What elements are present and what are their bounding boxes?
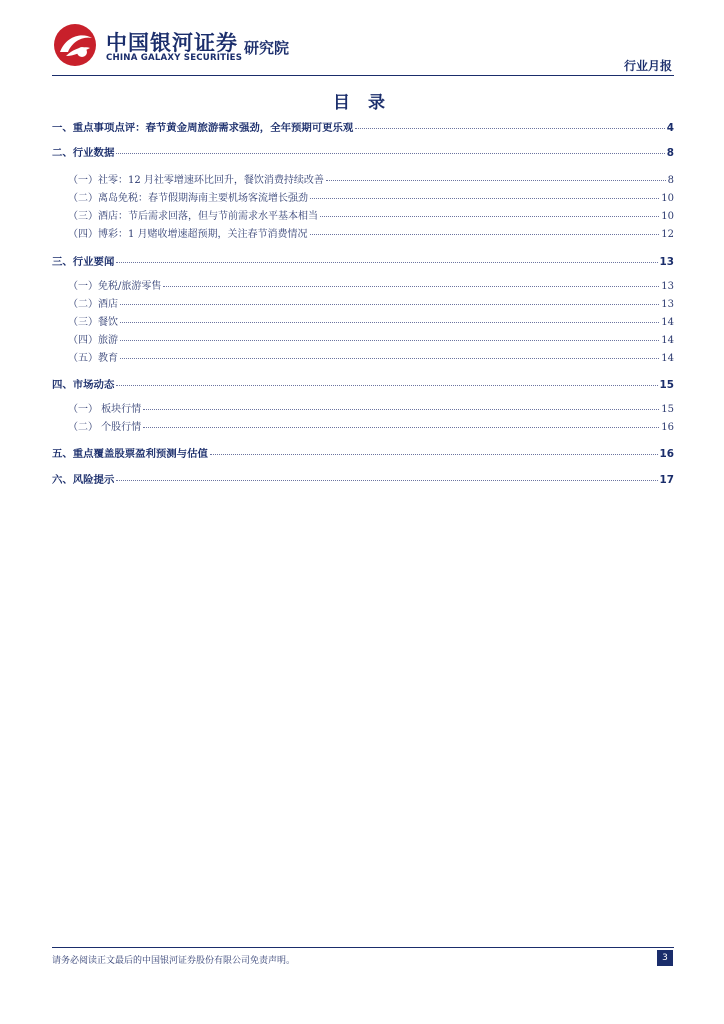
toc-page-number: 10 bbox=[661, 193, 674, 204]
toc-dot-leader bbox=[116, 153, 664, 154]
toc-page-number: 15 bbox=[659, 379, 674, 391]
toc-dot-leader bbox=[310, 198, 659, 199]
toc-subsection-entry[interactable] bbox=[52, 277, 674, 292]
toc-subsection-entry[interactable] bbox=[52, 171, 674, 186]
toc-entry-text: （三）餐饮 bbox=[68, 317, 118, 328]
toc-page-number: 8 bbox=[666, 147, 674, 159]
toc-subsection-entry[interactable] bbox=[52, 331, 674, 346]
toc-page-number: 14 bbox=[661, 353, 674, 364]
toc-page-number: 17 bbox=[659, 474, 674, 486]
toc-page-number: 14 bbox=[661, 317, 674, 328]
toc-entry-text: 一、重点事项点评：春节黄金周旅游需求强劲，全年预期可更乐观 bbox=[52, 122, 354, 134]
footer-divider bbox=[52, 947, 674, 948]
toc-dot-leader bbox=[143, 427, 659, 428]
toc-entry-text: （一）免税/旅游零售 bbox=[68, 281, 162, 292]
toc-dot-leader bbox=[210, 454, 658, 455]
toc-section-entry[interactable] bbox=[52, 144, 674, 159]
toc-subsection-entry[interactable] bbox=[52, 418, 674, 433]
toc-section-entry[interactable] bbox=[52, 471, 674, 486]
header-divider bbox=[52, 75, 674, 76]
toc-section-entry[interactable] bbox=[52, 253, 674, 268]
toc-section-entry[interactable] bbox=[52, 119, 674, 134]
toc-dot-leader bbox=[310, 234, 660, 235]
logo-english-name: CHINA GALAXY SECURITIES bbox=[106, 53, 243, 63]
toc-dot-leader bbox=[116, 480, 657, 481]
toc-entry-text: （一） 板块行情 bbox=[68, 404, 142, 415]
toc-entry-text: （四）旅游 bbox=[68, 335, 118, 346]
toc-dot-leader bbox=[320, 216, 659, 217]
galaxy-logo-icon bbox=[52, 22, 98, 68]
toc-dot-leader bbox=[143, 409, 659, 410]
toc-subsection-entry[interactable] bbox=[52, 349, 674, 364]
toc-dot-leader bbox=[120, 322, 659, 323]
toc-page-number: 12 bbox=[661, 229, 674, 240]
toc-dot-leader bbox=[120, 340, 659, 341]
toc-subsection-entry[interactable] bbox=[52, 225, 674, 240]
footer-disclaimer: 请务必阅读正文最后的中国银河证券股份有限公司免责声明。 bbox=[52, 956, 296, 966]
toc-entry-text: （三）酒店：节后需求回落，但与节前需求水平基本相当 bbox=[68, 211, 318, 222]
toc-entry-text: （二）离岛免税：春节假期海南主要机场客流增长强劲 bbox=[68, 193, 308, 204]
toc-page-number: 13 bbox=[661, 281, 674, 292]
toc-page-number: 4 bbox=[666, 122, 674, 134]
toc-dot-leader bbox=[116, 385, 657, 386]
toc-dot-leader bbox=[326, 180, 666, 181]
toc-page-number: 8 bbox=[667, 175, 674, 186]
toc-entry-text: 四、市场动态 bbox=[52, 379, 115, 391]
toc-subsection-entry[interactable] bbox=[52, 207, 674, 222]
toc-subsection-entry[interactable] bbox=[52, 313, 674, 328]
toc-entry-text: （四）博彩：1 月赌收增速超预期，关注春节消费情况 bbox=[68, 229, 308, 240]
toc-subsection-entry[interactable] bbox=[52, 295, 674, 310]
toc-dot-leader bbox=[120, 304, 659, 305]
toc-page-number: 13 bbox=[661, 299, 674, 310]
report-type-label: 行业月报 bbox=[623, 59, 672, 73]
toc-dot-leader bbox=[116, 262, 657, 263]
page-header bbox=[0, 0, 724, 80]
toc-page-number: 16 bbox=[659, 448, 674, 460]
toc-page-number: 14 bbox=[661, 335, 674, 346]
toc-page-number: 15 bbox=[661, 404, 674, 415]
toc-entry-text: 二、行业数据 bbox=[52, 147, 115, 159]
page-number-badge: 3 bbox=[657, 950, 673, 966]
toc-page-number: 10 bbox=[661, 211, 674, 222]
toc-entry-text: 三、行业要闻 bbox=[52, 256, 115, 268]
toc-entry-text: （一）社零：12 月社零增速环比回升，餐饮消费持续改善 bbox=[68, 175, 324, 186]
toc-page-number: 16 bbox=[661, 422, 674, 433]
toc-page-number: 13 bbox=[659, 256, 674, 268]
toc-entry-text: 五、重点覆盖股票盈利预测与估值 bbox=[52, 448, 208, 460]
toc-dot-leader bbox=[355, 128, 664, 129]
logo-chinese-name: 中国银河证券 bbox=[106, 31, 238, 55]
toc-section-entry[interactable] bbox=[52, 376, 674, 391]
toc-section-entry[interactable] bbox=[52, 445, 674, 460]
toc-dot-leader bbox=[120, 358, 659, 359]
institute-label: 研究院 bbox=[244, 39, 290, 57]
toc-title: 目 录 bbox=[333, 93, 391, 113]
toc-entry-text: （五）教育 bbox=[68, 353, 118, 364]
toc-entry-text: （二）酒店 bbox=[68, 299, 118, 310]
toc-entry-text: （二） 个股行情 bbox=[68, 422, 142, 433]
toc-subsection-entry[interactable] bbox=[52, 189, 674, 204]
toc-subsection-entry[interactable] bbox=[52, 400, 674, 415]
toc-dot-leader bbox=[163, 286, 659, 287]
toc-entry-text: 六、风险提示 bbox=[52, 474, 115, 486]
